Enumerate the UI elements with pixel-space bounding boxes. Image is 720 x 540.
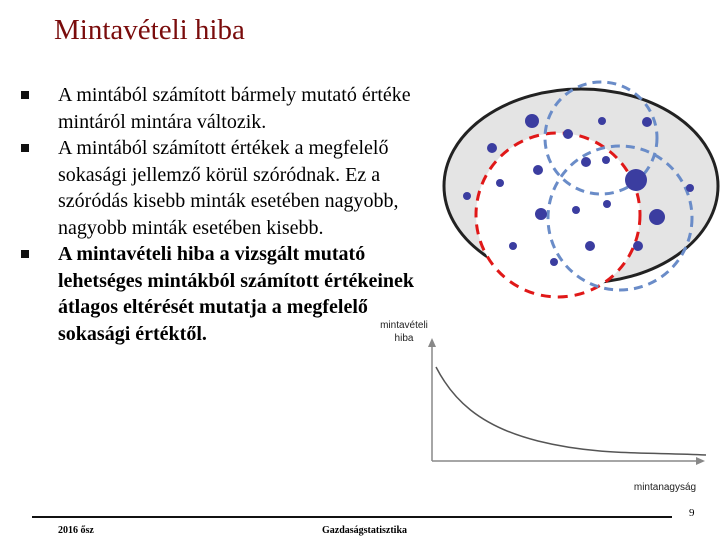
population-point: [581, 157, 591, 167]
population-point: [525, 114, 539, 128]
error-curve: [436, 367, 706, 455]
y-axis-label: mintavételi: [380, 320, 428, 331]
population-point: [603, 200, 611, 208]
population-point: [533, 165, 543, 175]
page-number: 9: [689, 507, 695, 519]
population-point: [625, 169, 647, 191]
population-point: [496, 179, 504, 187]
population-point: [572, 206, 580, 214]
population-point: [487, 143, 497, 153]
footer-course: Gazdaságstatisztika: [322, 525, 407, 536]
slide-title: Mintavételi hiba: [54, 14, 245, 46]
population-point: [550, 258, 558, 266]
population-point: [463, 192, 471, 200]
error-chart: [380, 320, 706, 493]
sample-circle-red: [476, 133, 640, 297]
population-point: [649, 209, 665, 225]
population-point: [598, 117, 606, 125]
population-point: [633, 241, 643, 251]
bullet-text: A mintából számított értékek a megfelelő sokasági jellemző körül szóródnak. Ez a szóródás kisebb minták esetében nagyobb, nagyobb minták esetében kisebb.: [58, 137, 399, 239]
x-axis-arrow: [696, 457, 705, 465]
population-point: [642, 117, 652, 127]
y-axis-arrow: [428, 338, 436, 347]
population-point: [563, 129, 573, 139]
population-point: [535, 208, 547, 220]
footer-divider: [32, 516, 672, 518]
population-point: [602, 156, 610, 164]
population-point: [686, 184, 694, 192]
footer-date: 2016 ősz: [58, 525, 94, 536]
x-axis-label: mintanagyság: [633, 482, 697, 493]
bullet-text: A mintából számított bármely mutató értéke mintáról mintára változik.: [58, 84, 411, 133]
population-point: [585, 241, 595, 251]
population-point: [509, 242, 517, 250]
bullet-text: A mintavételi hiba a vizsgált mutató lehetséges mintákból számított értékeinek átlagos eltérését mutatja a megfelelő sokasági értéktől.: [58, 243, 415, 345]
y-axis-label: hiba: [394, 333, 414, 344]
